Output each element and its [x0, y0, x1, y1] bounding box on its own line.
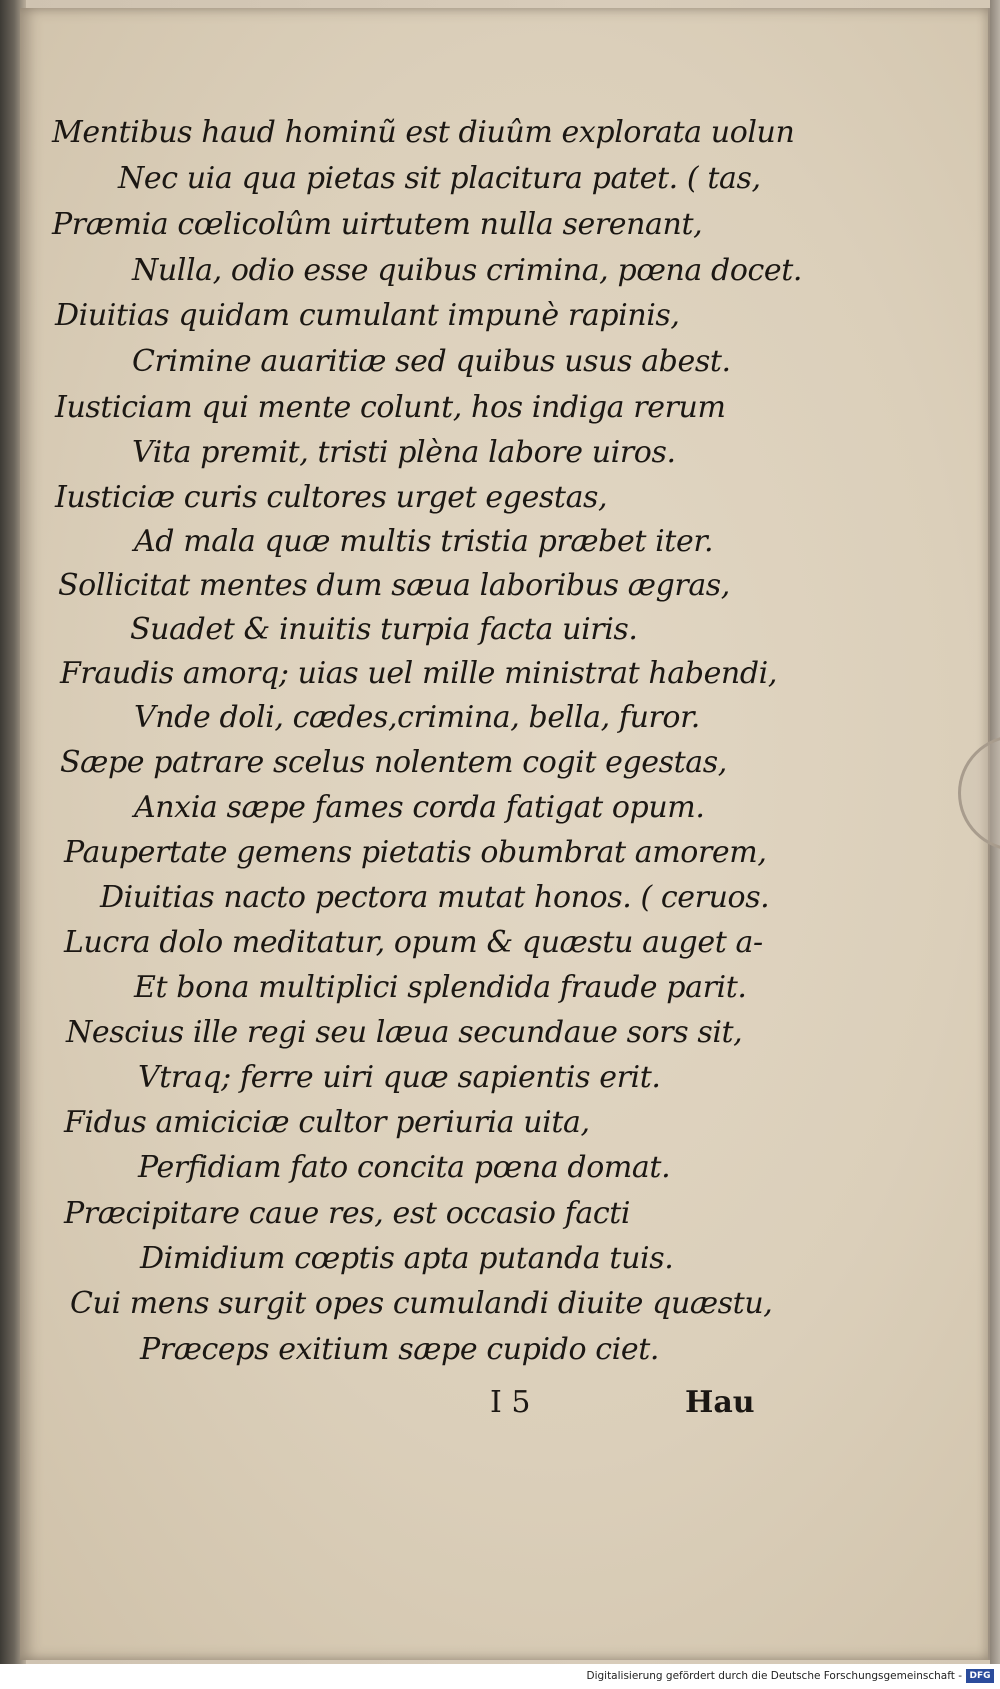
- poem-line: Iusticiam qui mente colunt, hos indiga rerum: [55, 390, 726, 425]
- poem-line: Diuitias quidam cumulant impunè rapinis,: [55, 298, 680, 333]
- poem-line: Vtraq; ferre uiri quæ sapientis erit.: [138, 1060, 661, 1095]
- dfg-logo[interactable]: DFG: [966, 1669, 994, 1683]
- poem-line: Vita premit, tristi plèna labore uiros.: [132, 435, 676, 470]
- poem-line: Lucra dolo meditatur, opum & quæstu auget a-: [64, 925, 763, 960]
- poem-line: Nescius ille regi seu læua secundaue sors sit,: [66, 1015, 743, 1050]
- poem-line: Suadet & inuitis turpia facta uiris.: [130, 612, 638, 647]
- poem-line: Paupertate gemens pietatis obumbrat amorem,: [64, 835, 767, 870]
- poem-line: Fidus amiciciæ cultor periuria uita,: [64, 1105, 590, 1140]
- poem-line: Sollicitat mentes dum sæua laboribus ægras,: [58, 568, 730, 603]
- catchword: Hau: [685, 1385, 755, 1420]
- poem-line: Et bona multiplici splendida fraude parit.: [134, 970, 747, 1005]
- poem-line: Nec uia qua pietas sit placitura patet. ( tas,: [118, 161, 761, 196]
- poem-line: Iusticiæ curis cultores urget egestas,: [55, 480, 608, 515]
- poem-line: Mentibus haud hominũ est diuûm explorata uolun: [52, 115, 795, 150]
- poem-line: Nulla, odio esse quibus crimina, pœna docet.: [132, 253, 803, 288]
- poem-line: Perfidiam fato concita pœna domat.: [138, 1150, 671, 1185]
- poem-line: Dimidium cœptis apta putanda tuis.: [140, 1241, 674, 1276]
- poem-line: Præmia cœlicolûm uirtutem nulla serenant,: [52, 207, 703, 242]
- poem-line: Anxia sæpe fames corda fatigat opum.: [134, 790, 705, 825]
- poem-line: Præcipitare caue res, est occasio facti: [64, 1196, 631, 1231]
- poem-line: Cui mens surgit opes cumulandi diuite quæstu,: [70, 1286, 773, 1321]
- digitization-footer: [0, 1664, 1000, 1689]
- poem-line: Crimine auaritiæ sed quibus usus abest.: [132, 344, 731, 379]
- poem-line: Sæpe patrare scelus nolentem cogit egestas,: [60, 745, 727, 780]
- poem-line: Ad mala quæ multis tristia præbet iter.: [134, 524, 714, 559]
- signature-mark: I 5: [490, 1385, 531, 1420]
- poem-line: Præceps exitium sæpe cupido ciet.: [140, 1332, 659, 1367]
- footer-credit: Digitalisierung gefördert durch die Deutsche Forschungsgemeinschaft -: [586, 1670, 962, 1682]
- poem-line: Fraudis amorq; uias uel mille ministrat habendi,: [60, 656, 777, 691]
- poem-line: Vnde doli, cædes,crimina, bella, furor.: [134, 700, 700, 735]
- poem-line: Diuitias nacto pectora mutat honos. ( ceruos.: [100, 880, 770, 915]
